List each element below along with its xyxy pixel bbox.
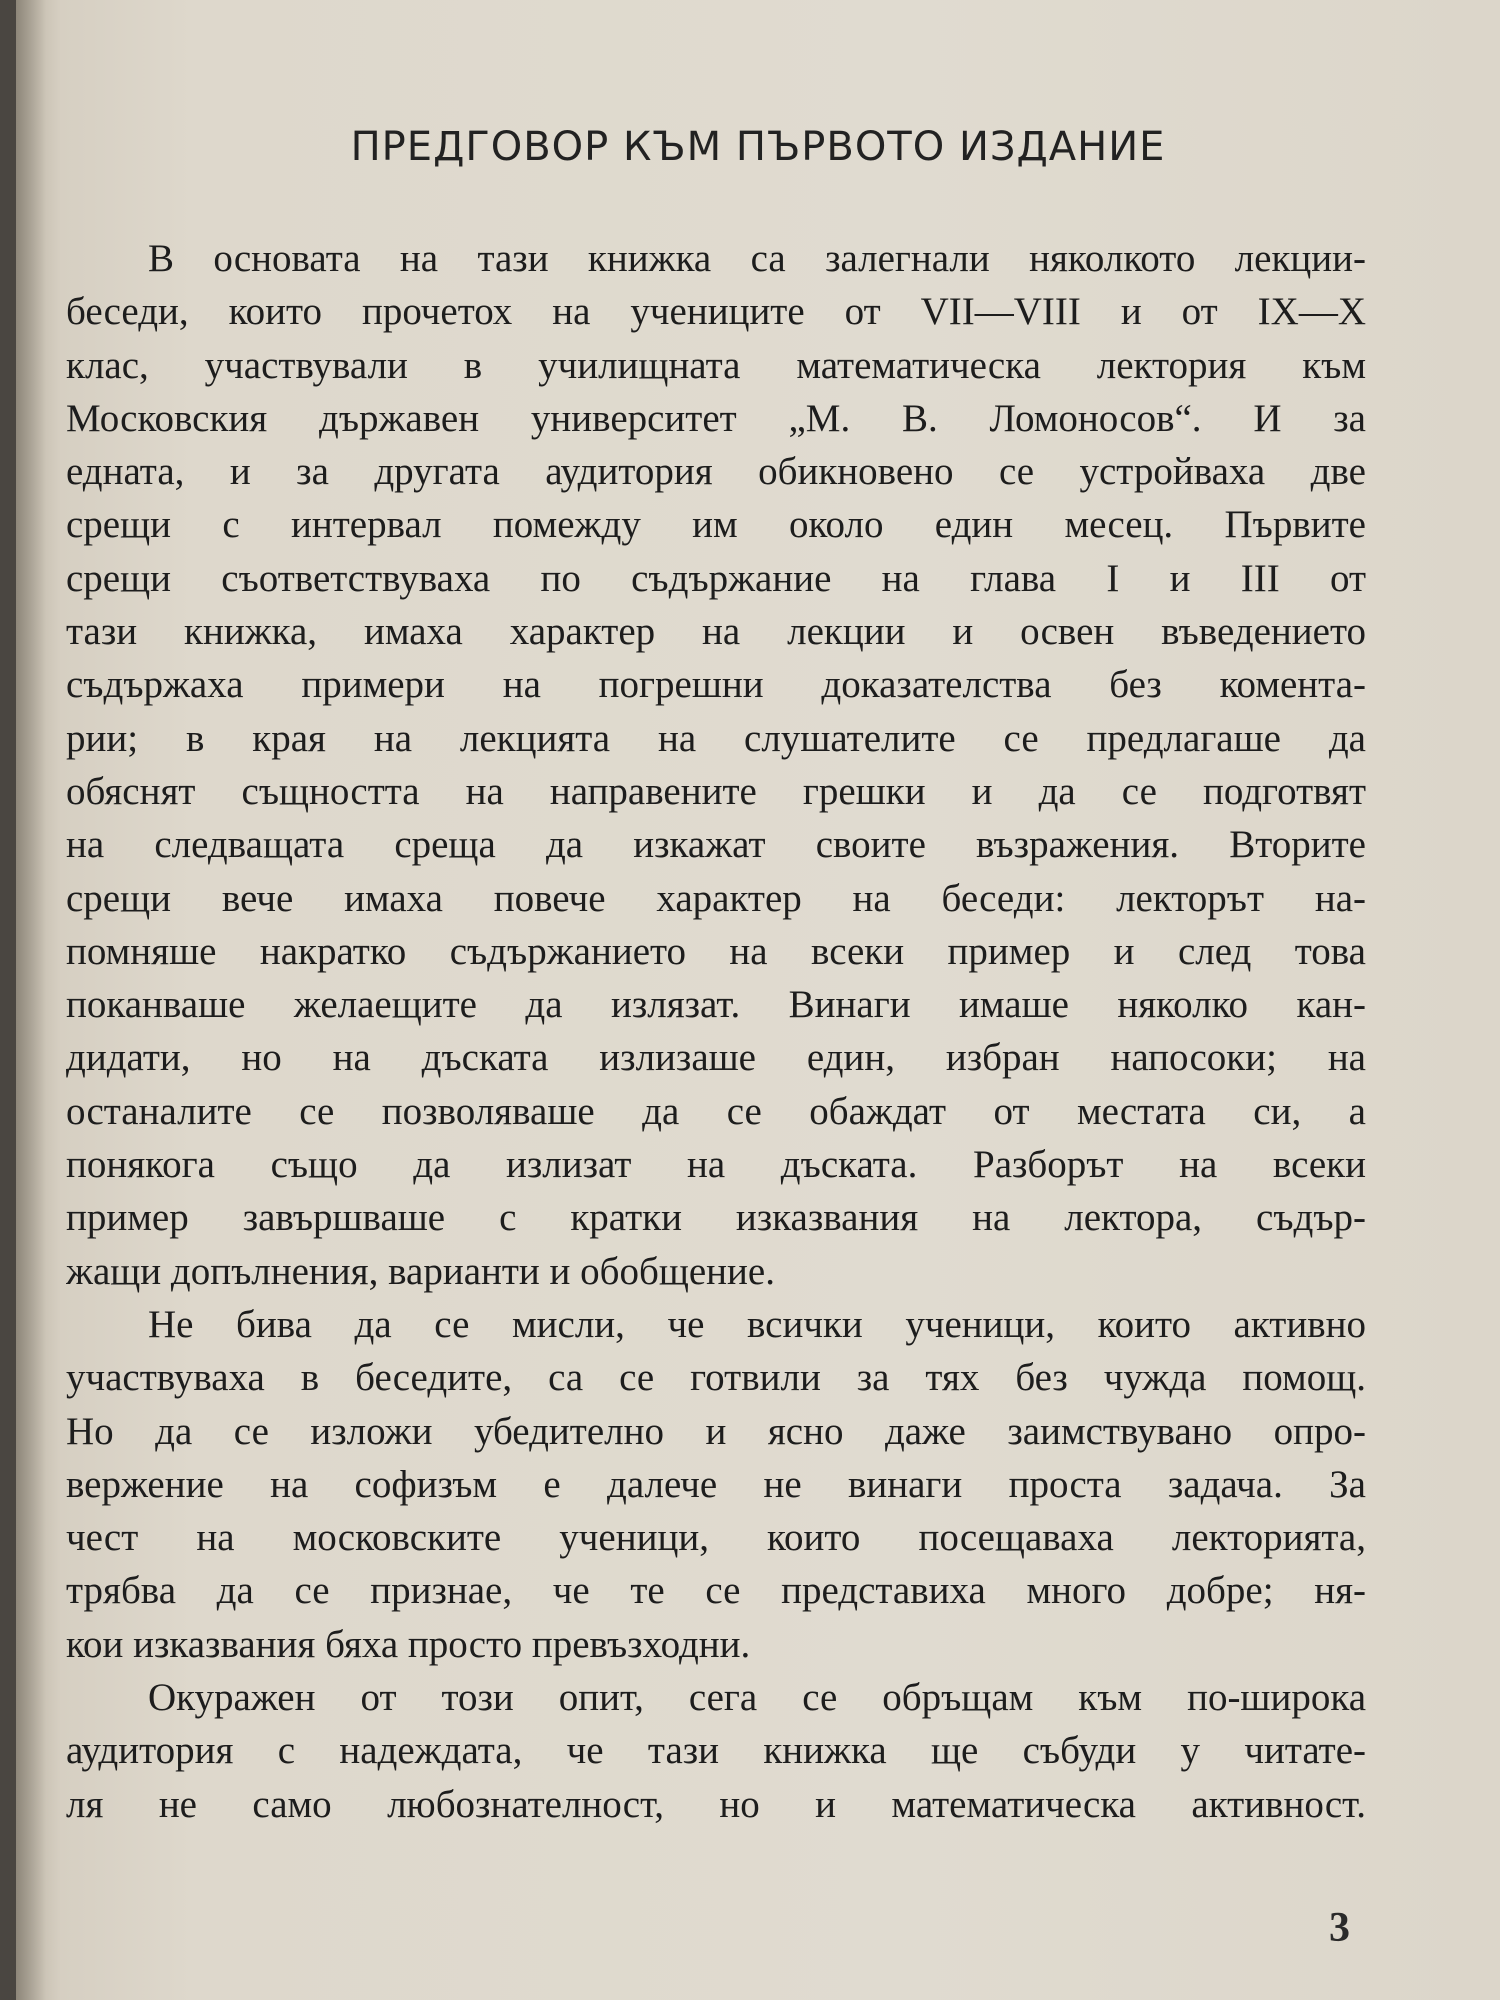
page-title: ПРЕДГОВОР КЪМ ПЪРВОТО ИЗДАНИЕ: [350, 124, 1166, 170]
text-line: на следващата среща да изкажат своите възражения. Вторите: [66, 823, 1366, 867]
paragraph-2: [66, 1298, 1366, 1671]
text-line: останалите се позволяваше да се обаждат от местата си, а: [66, 1089, 1366, 1133]
text-line: В основата на тази книжка са залегнали няколкото лекции-: [148, 237, 1366, 280]
text-line: пример завършваше с кратки изказвания на лектора, съдър-: [66, 1196, 1366, 1240]
paragraph-1: [66, 232, 1366, 1298]
text-line: Московския държавен университет „М. В. Ломоносов“. И за: [66, 396, 1366, 440]
page-number: 3: [1329, 1905, 1350, 1951]
text-line: поканваше желаещите да излязат. Винаги имаше няколко кан-: [66, 983, 1366, 1027]
text-line: дидати, но на дъската излизаше един, избран напосоки; на: [66, 1036, 1366, 1080]
text-line: помняше накратко съдържанието на всеки пример и след това: [66, 929, 1366, 973]
text-line: ля не само любознателност, но и математическа активност.: [66, 1782, 1366, 1826]
text-line: кои изказвания бяха просто превъзходни.: [66, 1622, 751, 1666]
text-line: обяснят същността на направените грешки и да се подготвят: [66, 769, 1366, 813]
text-line: Окуражен от този опит, сега се обръщам към по-широка: [148, 1676, 1366, 1720]
text-line: клас, участвували в училищната математическа лектория към: [66, 343, 1366, 387]
text-line: понякога също да излизат на дъската. Разборът на всеки: [66, 1143, 1366, 1187]
text-line: срещи съответствуваха по съдържание на глава I и III от: [66, 556, 1366, 600]
text-line: Не бива да се мисли, че всички ученици, които активно: [148, 1302, 1366, 1346]
text-line: съдържаха примери на погрешни доказателства без комента-: [66, 663, 1366, 707]
text-line: аудитория с надеждата, че тази книжка ще събуди у читате-: [66, 1729, 1366, 1773]
book-page: [16, 0, 1500, 2000]
text-line: жащи допълнения, варианти и обобщение.: [66, 1249, 775, 1293]
text-line: чест на московските ученици, които посещаваха лекторията,: [66, 1516, 1366, 1560]
text-line: едната, и за другата аудитория обикновено се устройваха две: [66, 450, 1366, 494]
text-line: участвуваха в беседите, са се готвили за тях без чужда помощ.: [66, 1356, 1366, 1400]
text-line: тази книжка, имаха характер на лекции и освен въведението: [66, 610, 1366, 654]
body-text: [66, 232, 1366, 1831]
paragraph-3: [66, 1671, 1366, 1831]
text-line: беседи, които прочетох на учениците от VII—VIII и от IX—X: [66, 290, 1366, 334]
text-line: срещи с интервал помежду им около един месец. Първите: [66, 503, 1366, 547]
text-line: срещи вече имаха повече характер на беседи: лекторът на-: [66, 876, 1366, 920]
text-line: вержение на софизъм е далече не винаги проста задача. За: [66, 1462, 1366, 1506]
text-line: Но да се изложи убедително и ясно даже заимствувано опро-: [66, 1409, 1366, 1453]
text-line: трябва да се признае, че те се представиха много добре; ня-: [66, 1569, 1366, 1613]
text-line: рии; в края на лекцията на слушателите се предлагаше да: [66, 716, 1366, 760]
